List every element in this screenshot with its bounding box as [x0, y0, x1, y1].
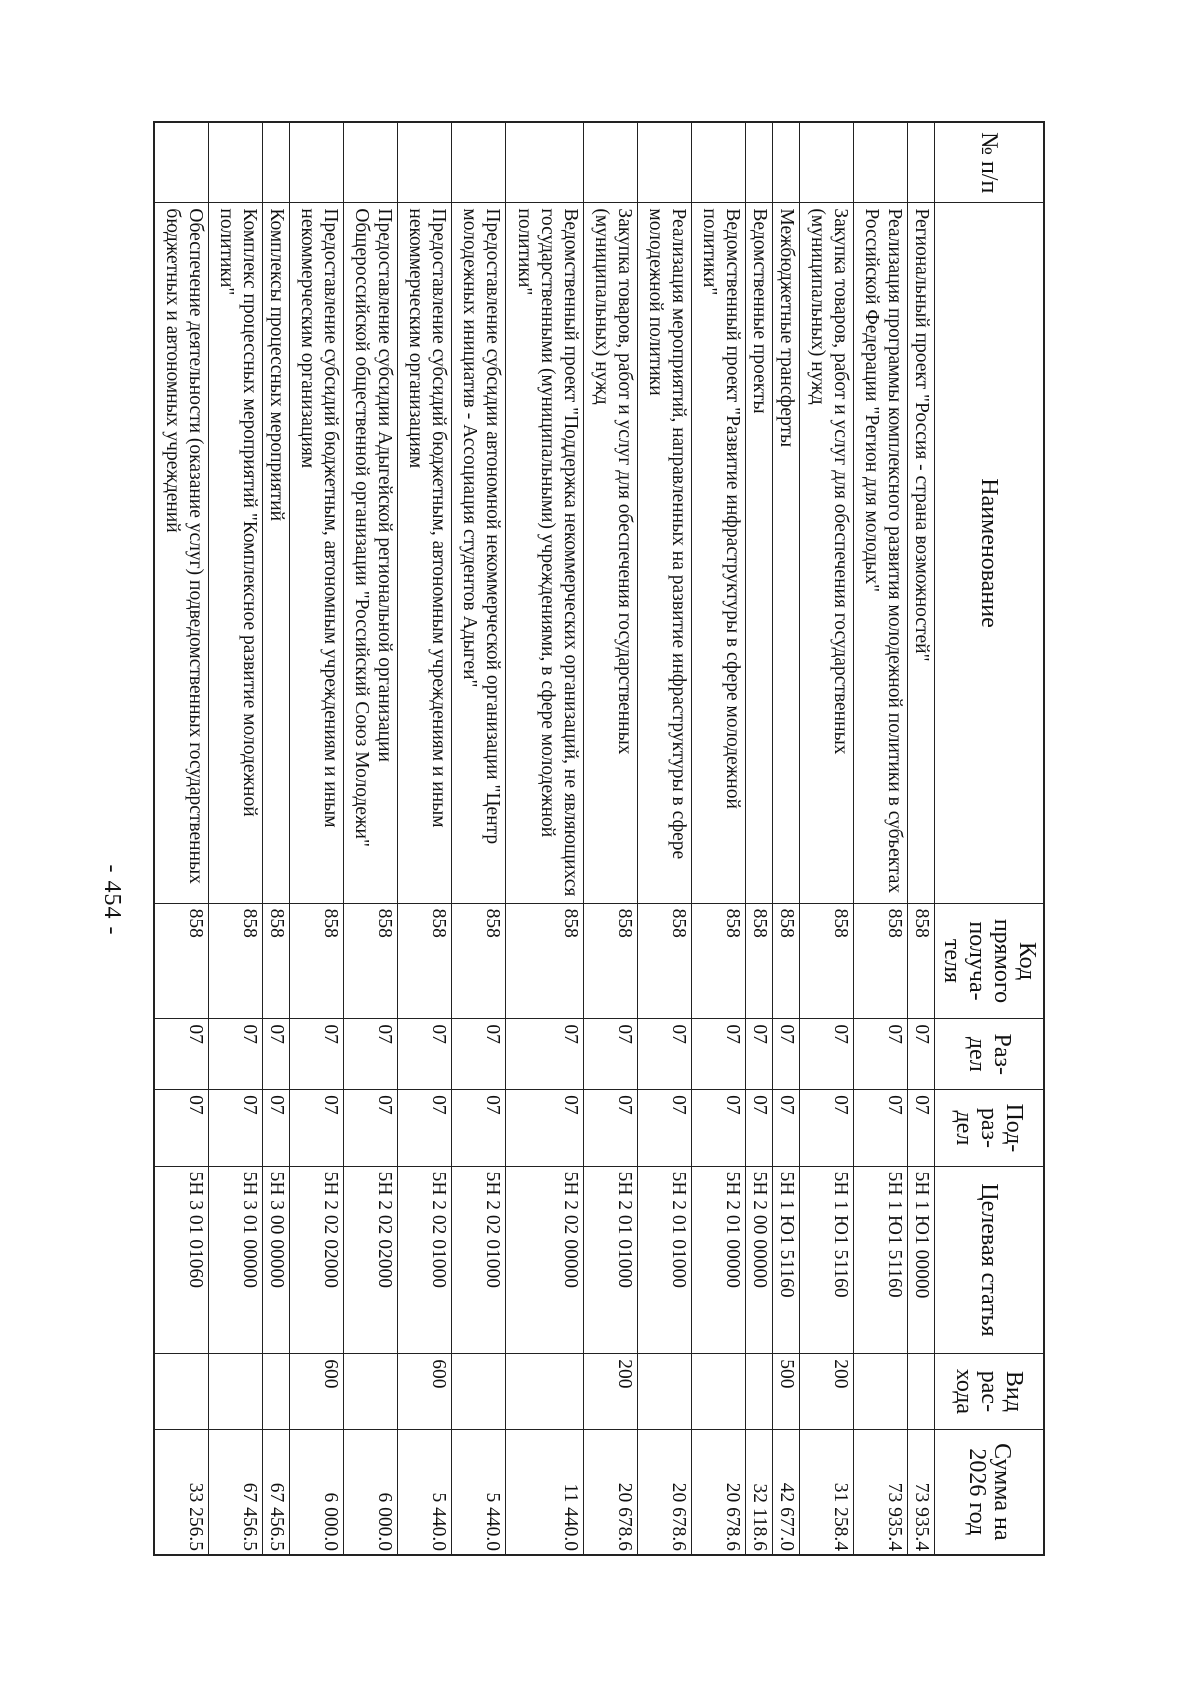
row-section-cell: 07 [506, 1019, 584, 1090]
row-subsection-cell: 07 [908, 1090, 935, 1166]
row-number-cell [506, 122, 584, 203]
row-section-cell: 07 [209, 1019, 263, 1090]
table-row [263, 122, 290, 1555]
table-row [773, 122, 800, 1555]
row-recipient-code-cell: 858 [155, 903, 209, 1019]
row-section-cell: 07 [746, 1019, 773, 1090]
row-name-cell: Обеспечение деятельности (оказание услуг) подведомственных государственных бюджетных и автономных учреждений [155, 203, 209, 903]
row-name-cell: Ведомственный проект "Развитие инфраструктуры в сфере молодежной политики" [692, 203, 746, 903]
row-sum-cell: 20 678.6 [638, 1429, 692, 1555]
table-row [290, 122, 344, 1555]
row-recipient-code-cell: 858 [452, 903, 506, 1019]
row-subsection-cell: 07 [692, 1090, 746, 1166]
row-sum-cell: 20 678.6 [584, 1429, 638, 1555]
row-sum-cell: 42 677.0 [773, 1429, 800, 1555]
row-section-cell: 07 [638, 1019, 692, 1090]
row-target-article-cell: 5Н 2 02 01000 [452, 1166, 506, 1354]
row-sum-cell: 5 440.0 [398, 1429, 452, 1555]
row-number-cell [452, 122, 506, 203]
row-number-cell [209, 122, 263, 203]
table-row [800, 122, 854, 1555]
row-subsection-cell: 07 [746, 1090, 773, 1166]
header-section: Раз- дел [935, 1019, 1045, 1090]
row-section-cell: 07 [398, 1019, 452, 1090]
row-subsection-cell: 07 [452, 1090, 506, 1166]
row-number-cell [773, 122, 800, 203]
row-sum-cell: 67 456.5 [263, 1429, 290, 1555]
table-row [452, 122, 506, 1555]
row-sum-cell: 33 256.5 [155, 1429, 209, 1555]
row-section-cell: 07 [290, 1019, 344, 1090]
row-expense-type-cell [854, 1354, 908, 1429]
table-body [155, 122, 935, 1555]
row-subsection-cell: 07 [155, 1090, 209, 1166]
row-expense-type-cell [452, 1354, 506, 1429]
table-row [584, 122, 638, 1555]
row-expense-type-cell [638, 1354, 692, 1429]
budget-table [154, 121, 1046, 1556]
row-target-article-cell: 5Н 2 01 00000 [692, 1166, 746, 1354]
row-name-cell: Региональный проект "Россия - страна возможностей" [908, 203, 935, 903]
row-number-cell [155, 122, 209, 203]
row-expense-type-cell [746, 1354, 773, 1429]
row-recipient-code-cell: 858 [746, 903, 773, 1019]
row-number-cell [908, 122, 935, 203]
row-target-article-cell: 5Н 2 02 01000 [398, 1166, 452, 1354]
row-subsection-cell: 07 [209, 1090, 263, 1166]
row-sum-cell: 73 935.4 [908, 1429, 935, 1555]
row-section-cell: 07 [344, 1019, 398, 1090]
row-number-cell [584, 122, 638, 203]
row-section-cell: 07 [155, 1019, 209, 1090]
row-section-cell: 07 [452, 1019, 506, 1090]
table-header-row [935, 122, 1045, 1555]
row-section-cell: 07 [854, 1019, 908, 1090]
row-expense-type-cell: 600 [290, 1354, 344, 1429]
row-target-article-cell: 5Н 2 02 02000 [290, 1166, 344, 1354]
table-row [908, 122, 935, 1555]
row-number-cell [854, 122, 908, 203]
row-recipient-code-cell: 858 [263, 903, 290, 1019]
table-row [854, 122, 908, 1555]
row-expense-type-cell: 600 [398, 1354, 452, 1429]
table-row [398, 122, 452, 1555]
row-recipient-code-cell: 858 [344, 903, 398, 1019]
row-name-cell: Реализация мероприятий, направленных на развитие инфраструктуры в сфере молодежной политики [638, 203, 692, 903]
row-recipient-code-cell: 858 [290, 903, 344, 1019]
row-recipient-code-cell: 858 [692, 903, 746, 1019]
row-expense-type-cell [506, 1354, 584, 1429]
row-recipient-code-cell: 858 [800, 903, 854, 1019]
table-row [155, 122, 209, 1555]
row-target-article-cell: 5Н 2 02 02000 [344, 1166, 398, 1354]
header-target-article: Целевая статья [935, 1166, 1045, 1354]
row-section-cell: 07 [692, 1019, 746, 1090]
row-sum-cell: 31 258.4 [800, 1429, 854, 1555]
header-subsection: Под- раз- дел [935, 1090, 1045, 1166]
row-name-cell: Предоставление субсидий бюджетным, автономным учреждениям и иным некоммерческим организациям [290, 203, 344, 903]
table-row [344, 122, 398, 1555]
row-sum-cell: 73 935.4 [854, 1429, 908, 1555]
row-target-article-cell: 5Н 3 01 00000 [209, 1166, 263, 1354]
row-section-cell: 07 [800, 1019, 854, 1090]
row-number-cell [398, 122, 452, 203]
row-number-cell [344, 122, 398, 203]
row-number-cell [290, 122, 344, 203]
row-target-article-cell: 5Н 3 00 00000 [263, 1166, 290, 1354]
table-row [209, 122, 263, 1555]
row-sum-cell: 6 000.0 [344, 1429, 398, 1555]
table-row [692, 122, 746, 1555]
row-subsection-cell: 07 [854, 1090, 908, 1166]
row-name-cell: Закупка товаров, работ и услуг для обеспечения государственных (муниципальных) нужд [584, 203, 638, 903]
row-target-article-cell: 5Н 1 Ю1 51160 [854, 1166, 908, 1354]
row-target-article-cell: 5Н 2 01 01000 [584, 1166, 638, 1354]
row-sum-cell: 67 456.5 [209, 1429, 263, 1555]
row-subsection-cell: 07 [638, 1090, 692, 1166]
row-expense-type-cell [263, 1354, 290, 1429]
row-name-cell: Предоставление субсидий бюджетным, автономным учреждениям и иным некоммерческим организациям [398, 203, 452, 903]
row-expense-type-cell [344, 1354, 398, 1429]
row-expense-type-cell: 200 [584, 1354, 638, 1429]
row-target-article-cell: 5Н 2 01 01000 [638, 1166, 692, 1354]
row-number-cell [638, 122, 692, 203]
row-expense-type-cell: 200 [800, 1354, 854, 1429]
row-section-cell: 07 [263, 1019, 290, 1090]
row-section-cell: 07 [584, 1019, 638, 1090]
row-name-cell: Ведомственные проекты [746, 203, 773, 903]
row-number-cell [746, 122, 773, 203]
header-expense-type: Вид рас- хода [935, 1354, 1045, 1429]
row-number-cell [692, 122, 746, 203]
row-name-cell: Закупка товаров, работ и услуг для обеспечения государственных (муниципальных) нужд [800, 203, 854, 903]
row-recipient-code-cell: 858 [506, 903, 584, 1019]
row-subsection-cell: 07 [506, 1090, 584, 1166]
row-number-cell [800, 122, 854, 203]
row-sum-cell: 5 440.0 [452, 1429, 506, 1555]
row-section-cell: 07 [908, 1019, 935, 1090]
header-recipient-code: Код прямого получа- теля [935, 903, 1045, 1019]
row-recipient-code-cell: 858 [209, 903, 263, 1019]
row-recipient-code-cell: 858 [584, 903, 638, 1019]
row-subsection-cell: 07 [344, 1090, 398, 1166]
row-target-article-cell: 5Н 1 Ю1 00000 [908, 1166, 935, 1354]
header-sum-2026: Сумма на 2026 год [935, 1429, 1045, 1555]
row-recipient-code-cell: 858 [398, 903, 452, 1019]
row-name-cell: Реализация программы комплексного развития молодежной политики в субъектах Российской Федерации "Регион для молодых" [854, 203, 908, 903]
row-expense-type-cell [209, 1354, 263, 1429]
row-expense-type-cell [155, 1354, 209, 1429]
header-num: № п/п [935, 122, 1045, 203]
table-row [638, 122, 692, 1555]
row-subsection-cell: 07 [800, 1090, 854, 1166]
row-target-article-cell: 5Н 1 Ю1 51160 [773, 1166, 800, 1354]
row-target-article-cell: 5Н 2 00 00000 [746, 1166, 773, 1354]
row-sum-cell: 20 678.6 [692, 1429, 746, 1555]
row-subsection-cell: 07 [584, 1090, 638, 1166]
row-name-cell: Ведомственный проект "Поддержка некоммерческих организаций, не являющихся государственными (муниципальными) учреждениями, в сфере молодежной политики" [506, 203, 584, 903]
row-subsection-cell: 07 [290, 1090, 344, 1166]
row-sum-cell: 32 118.6 [746, 1429, 773, 1555]
row-target-article-cell: 5Н 1 Ю1 51160 [800, 1166, 854, 1354]
table-row [506, 122, 584, 1555]
row-recipient-code-cell: 858 [638, 903, 692, 1019]
row-number-cell [263, 122, 290, 203]
row-subsection-cell: 07 [398, 1090, 452, 1166]
row-name-cell: Комплексы процессных мероприятий [263, 203, 290, 903]
header-name: Наименование [935, 203, 1045, 903]
row-recipient-code-cell: 858 [908, 903, 935, 1019]
row-target-article-cell: 5Н 2 02 00000 [506, 1166, 584, 1354]
page-number: - 454 - [99, 864, 125, 936]
row-recipient-code-cell: 858 [773, 903, 800, 1019]
row-subsection-cell: 07 [263, 1090, 290, 1166]
row-recipient-code-cell: 858 [854, 903, 908, 1019]
row-expense-type-cell [908, 1354, 935, 1429]
row-expense-type-cell [692, 1354, 746, 1429]
row-name-cell: Межбюджетные трансферты [773, 203, 800, 903]
row-sum-cell: 11 440.0 [506, 1429, 584, 1555]
table-row [746, 122, 773, 1555]
row-sum-cell: 6 000.0 [290, 1429, 344, 1555]
row-section-cell: 07 [773, 1019, 800, 1090]
row-name-cell: Предоставление субсидии Адыгейской региональной организации Общероссийской общественной организации "Российский Союз Молодежи" [344, 203, 398, 903]
row-name-cell: Комплекс процессных мероприятий "Комплексное развитие молодежной политики" [209, 203, 263, 903]
row-target-article-cell: 5Н 3 01 01060 [155, 1166, 209, 1354]
row-subsection-cell: 07 [773, 1090, 800, 1166]
row-expense-type-cell: 500 [773, 1354, 800, 1429]
row-name-cell: Предоставление субсидии автономной некоммерческой организации "Центр молодежных инициатив - Ассоциация студентов Адыгеи" [452, 203, 506, 903]
